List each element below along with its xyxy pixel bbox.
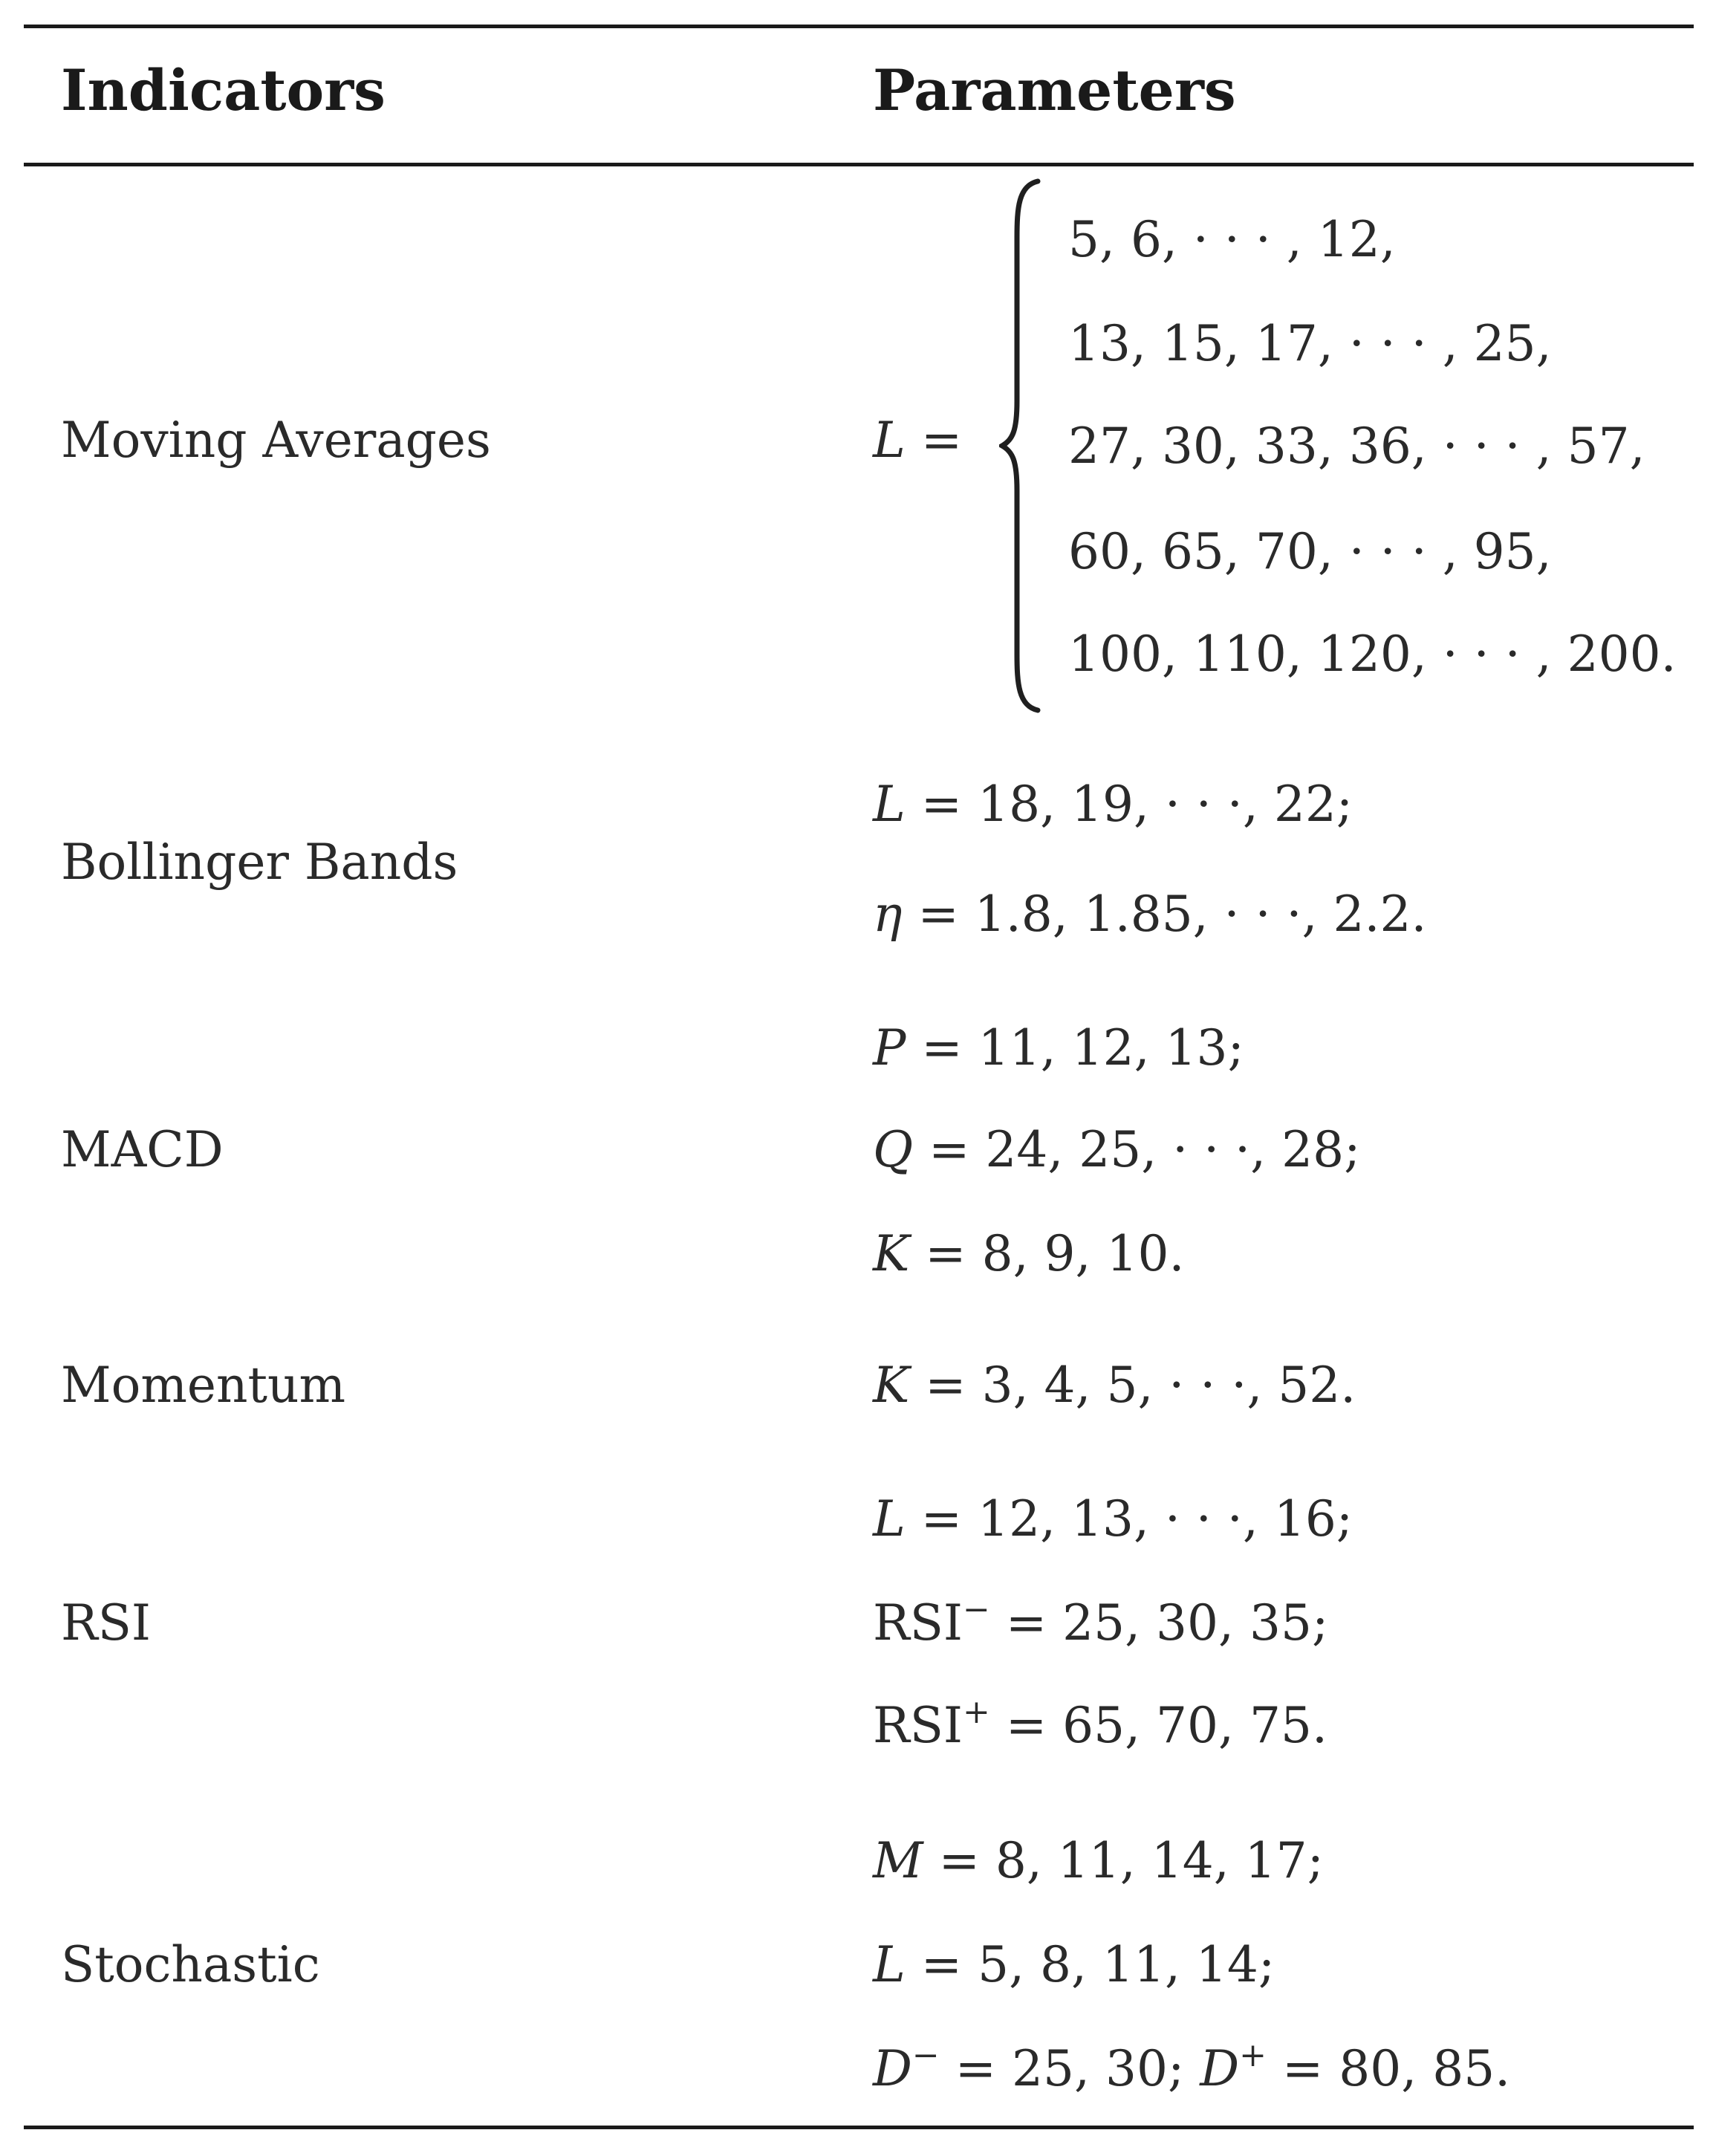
bollinger-line-2 <box>873 886 1427 943</box>
ma-lhs-eq: = <box>920 412 963 469</box>
macd-val-2: = 24, 25, · · ·, 28; <box>913 1121 1361 1178</box>
rsi-val-1: = 12, 13, · · ·, 16; <box>905 1490 1353 1548</box>
rsi-line-3 <box>873 1693 1327 1754</box>
bollinger-val-1: = 18, 19, · · ·, 22; <box>905 776 1353 833</box>
rsi-var-1: L <box>873 1490 906 1548</box>
stochastic-sup-3b: + <box>1239 2036 1267 2074</box>
indicator-macd: MACD <box>61 1121 224 1178</box>
ma-line-2: 13, 15, 17, · · · , 25, <box>1068 315 1552 372</box>
ma-line-5: 100, 110, 120, · · · , 200. <box>1068 626 1677 683</box>
stochastic-var-1: M <box>873 1832 923 1889</box>
bollinger-var-2: η <box>873 886 903 943</box>
rsi-sup-2: − <box>962 1591 990 1629</box>
stochastic-val-3b: = 80, 85. <box>1267 2040 1511 2097</box>
indicator-stochastic: Stochastic <box>61 1936 320 1993</box>
ma-lhs <box>873 412 963 469</box>
macd-var-2: Q <box>873 1121 914 1178</box>
indicator-momentum: Momentum <box>61 1357 346 1414</box>
momentum-line-1 <box>873 1357 1356 1414</box>
stochastic-val-1: = 8, 11, 14, 17; <box>923 1832 1324 1889</box>
macd-line-3 <box>873 1225 1185 1282</box>
stochastic-line-1 <box>873 1832 1324 1889</box>
bollinger-var-1: L <box>873 776 906 833</box>
macd-line-2 <box>873 1121 1361 1178</box>
indicator-moving-averages: Moving Averages <box>61 412 491 469</box>
momentum-val-1: = 3, 4, 5, · · ·, 52. <box>909 1357 1356 1414</box>
rsi-line-2 <box>873 1591 1329 1652</box>
stochastic-line-3 <box>873 2036 1511 2097</box>
ma-line-4: 60, 65, 70, · · · , 95, <box>1068 523 1552 580</box>
macd-line-1 <box>873 1019 1244 1077</box>
momentum-var-1: K <box>873 1357 910 1414</box>
stochastic-var-3a: D <box>873 2040 912 2097</box>
rsi-base-3: RSI <box>873 1697 963 1754</box>
ma-line-1: 5, 6, · · · , 12, <box>1068 211 1396 268</box>
header-indicators: Indicators <box>61 57 386 123</box>
macd-val-1: = 11, 12, 13; <box>906 1019 1244 1077</box>
macd-var-3: K <box>873 1225 910 1282</box>
rsi-base-2: RSI <box>873 1594 963 1652</box>
table-header-rule <box>24 163 1694 166</box>
stochastic-val-2: = 5, 8, 11, 14; <box>905 1936 1275 1993</box>
bollinger-line-1 <box>873 776 1353 833</box>
rsi-val-3: = 65, 70, 75. <box>989 1697 1327 1754</box>
rsi-val-2: = 25, 30, 35; <box>989 1594 1329 1652</box>
ma-line-3: 27, 30, 33, 36, · · · , 57, <box>1068 418 1645 475</box>
bollinger-val-2: = 1.8, 1.85, · · ·, 2.2. <box>902 886 1427 943</box>
rsi-line-1 <box>873 1490 1353 1548</box>
left-brace-icon <box>999 178 1044 713</box>
table-top-rule <box>24 25 1694 28</box>
stochastic-line-2 <box>873 1936 1275 1993</box>
stochastic-var-2: L <box>873 1936 906 1993</box>
indicator-bollinger-bands: Bollinger Bands <box>61 834 458 891</box>
indicator-rsi: RSI <box>61 1594 151 1652</box>
stochastic-val-3a: = 25, 30; <box>939 2040 1200 2097</box>
rsi-sup-3: + <box>962 1693 990 1731</box>
macd-var-1: P <box>873 1019 906 1077</box>
table-bottom-rule <box>24 2126 1694 2129</box>
macd-val-3: = 8, 9, 10. <box>909 1225 1185 1282</box>
ma-lhs-var: L <box>873 412 906 469</box>
stochastic-sup-3a: − <box>911 2036 940 2074</box>
header-parameters: Parameters <box>873 57 1236 123</box>
stochastic-var-3b: D <box>1200 2040 1240 2097</box>
